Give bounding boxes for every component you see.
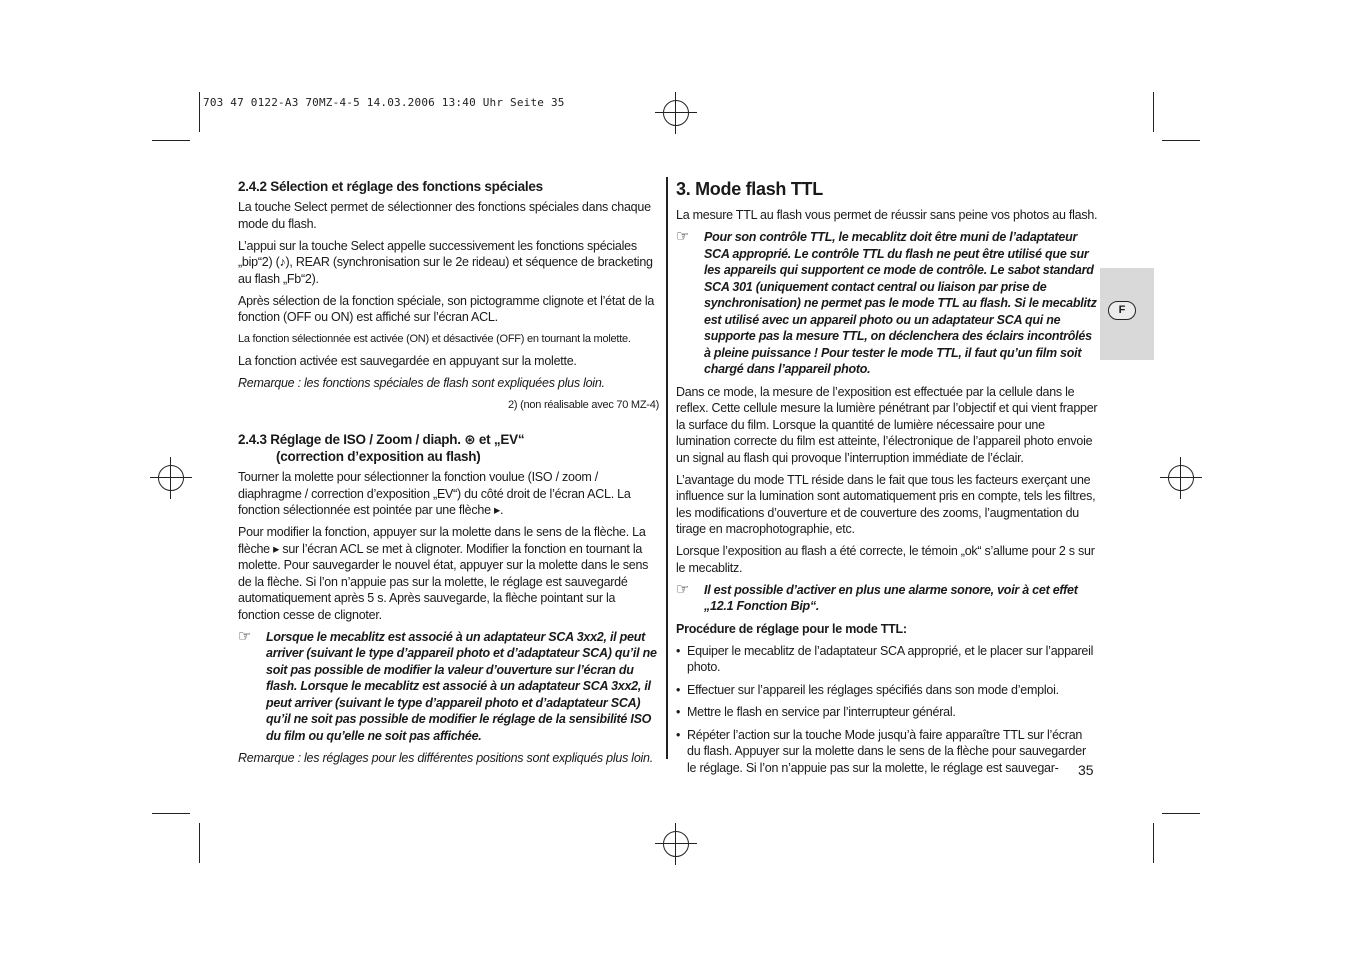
note-text: Pour son contrôle TTL, le mecablitz doit être muni de l’adaptateur SCA approprié. Le contrôle TTL du flash ne peut être utilisé que sur les appareils qui supportent ce mode de contrôle. Le sabot standard SCA 301 (uniquement contact central ou liaison par prise de synchronisation) ne permet pas le mode TTL au flash. Si le mecablitz est utilisé avec un appareil photo ou un adaptateur SCA qui ne supporte pas la mesure TTL, on déclenchera des éclairs incontrôlés à pleine puissance ! Pour tester le mode TTL, il faut qu’un film soit chargé dans l’appareil photo. [704,230,1097,376]
list-item: • Equiper le mecablitz de l’adaptateur SCA approprié, et le placer sur l’appareil photo. [676,643,1094,674]
note-text: Lorsque le mecablitz est associé à un adaptateur SCA 3xx2, il peut arriver (suivant le type d’appareil photo et d’adaptateur SCA) qu’il ne soit pas possible de modifier la valeur d’ouverture sur l’écran du flash. Lorsque le mecablitz est associé à un adaptateur SCA 3xx2, il peut arriver (suivant le type d’appareil photo et d’adaptateur SCA) qu’il ne soit pas possible de modifier le réglage de la sensibilité ISO du film ou qu’elle ne soit pas affichée. [266,629,657,743]
paragraph: La touche Select permet de sélectionner des fonctions spéciales dans chaque mode du flash. [238,200,651,231]
pointing-hand-icon: ☞ [238,627,252,645]
remark: Remarque : les fonctions spéciales de flash sont expliquées plus loin. [238,376,605,390]
paragraph: La fonction activée est sauvegardée en appuyant sur la molette. [238,354,577,368]
footnote: 2) (non réalisable avec 70 MZ-4) [508,399,659,411]
section-title-2-4-2: 2.4.2 Sélection et réglage des fonctions spéciales [238,179,543,194]
paragraph: La fonction sélectionnée est activée (ON) et désactivée (OFF) en tournant la molette. [238,333,631,345]
print-header: 703 47 0122-A3 70MZ-4-5 14.03.2006 13:40 Uhr Seite 35 [203,96,565,109]
right-column [676,178,1098,782]
left-column [238,178,659,772]
language-badge: F [1108,301,1136,320]
pointing-hand-icon: ☞ [676,228,690,245]
registration-mark [655,92,697,134]
crop-mark [199,823,200,863]
column-divider [666,177,668,759]
language-tab [1100,268,1154,360]
paragraph: Tourner la molette pour sélectionner la fonction voulue (ISO / zoom / diaphragme / correction d’exposition „EV“) du côté droit de l’écran ACL. La fonction sélectionnée est pointée par une flèche ▸. [238,470,631,517]
pointing-hand-icon: ☞ [676,580,690,598]
section-subtitle-2-4-3: (correction d’exposition au flash) [276,449,481,464]
crop-mark [199,92,200,132]
paragraph: L’avantage du mode TTL réside dans le fait que tous les facteurs exerçant une influence sur la lumination sont automatiquement pris en compte, tels les filtres, les modifications d’ouverture et de couverture des zooms, l’augmentation du tirage en macrophotographie, etc. [676,472,1096,536]
paragraph: L’appui sur la touche Select appelle successivement les fonctions spéciales „bip“2) (♪), REAR (synchronisation sur le 2e rideau) et séquence de bracketing au flash „Fb“2). [238,238,653,286]
crop-mark [1162,140,1200,141]
paragraph: Dans ce mode, la mesure de l’exposition est effectuée par la cellule dans le reflex. Cette cellule mesure la lumière pénétrant par l’objectif et qui vient frapper la surface du film. Lorsque la quantité de lumière nécessaire pour une lumination correcte du film est atteinte, l’électronique de l’appareil photo envoie un signal au flash qui provoque l’interruption immédiate de l’éclair. [676,384,1098,465]
note-text: Il est possible d’activer en plus une alarme sonore, voir à cet effet „12.1 Fonction Bip“. [704,582,1078,613]
page-number: 35 [1078,762,1094,778]
registration-mark [150,457,192,499]
paragraph: Après sélection de la fonction spéciale, son pictogramme clignote et l’état de la fonction (OFF ou ON) est affiché sur l’écran ACL. [238,293,655,324]
crop-mark [152,813,190,814]
registration-mark [655,823,697,865]
section-title-3: 3. Mode flash TTL [676,179,823,199]
paragraph: Lorsque l’exposition au flash a été correcte, le témoin „ok“ s’allume pour 2 s sur le mecablitz. [676,544,1095,575]
paragraph: La mesure TTL au flash vous permet de réussir sans peine vos photos au flash. [676,208,1098,222]
paragraph: Pour modifier la fonction, appuyer sur la molette dans le sens de la flèche. La flèche ▸ sur l’écran ACL se met à clignoter. Modifier la fonction en tournant la molette. Pour sauvegarder le nouvel état, appuyer sur la molette dans le sens de la flèche. Si l’on n’appuie pas sur la molette, le réglage est sauvegardé automatiquement après 5 s. Après sauvegarde, la flèche pointant sur la fonction cesse de clignoter. [238,525,649,622]
procedure-title: Procédure de réglage pour le mode TTL: [676,621,907,636]
registration-mark [1160,457,1202,499]
list-item: • Effectuer sur l’appareil les réglages spécifiés dans son mode d’emploi. [676,682,1059,697]
remark: Remarque : les réglages pour les différentes positions sont expliqués plus loin. [238,751,653,765]
crop-mark [152,140,190,141]
list-item: • Répéter l’action sur la touche Mode jusqu’à faire apparaître TTL sur l’écran du flash. Appuyer sur la molette dans le sens de la flèche pour sauvegarder le réglage. Si l’on n’appuie pas sur la molette, le réglage est sauvegar- [676,727,1086,775]
crop-mark [1153,823,1154,863]
crop-mark [1162,813,1200,814]
section-title-2-4-3: 2.4.3 Réglage de ISO / Zoom / diaph. ⊛ et „EV“ [238,432,525,447]
note [676,582,1098,615]
note [676,229,1098,378]
procedure-list [676,643,1098,777]
note [238,629,659,745]
list-item: • Mettre le flash en service par l’interrupteur général. [676,705,956,719]
crop-mark [1153,92,1154,132]
